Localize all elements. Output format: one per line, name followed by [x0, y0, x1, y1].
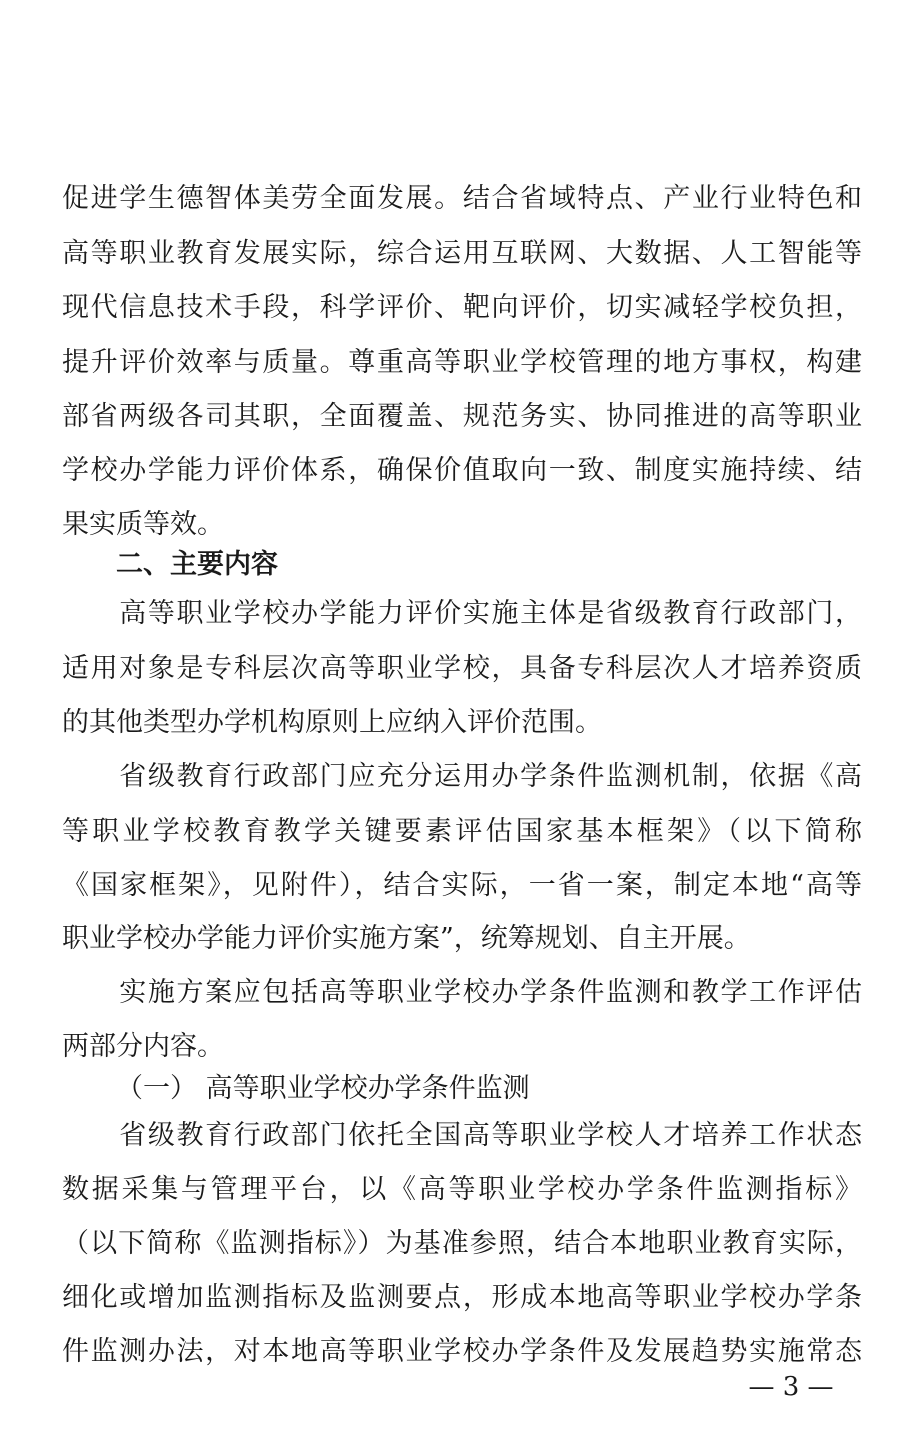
text-line: 高等职业教育发展实际，综合运用互联网、大数据、人工智能等: [62, 238, 862, 269]
text-line: 适用对象是专科层次高等职业学校，具备专科层次人才培养资质: [62, 653, 862, 684]
text-line: 细化或增加监测指标及监测要点，形成本地高等职业学校办学条: [62, 1282, 862, 1313]
text-line: 数据采集与管理平台，以《高等职业学校办学条件监测指标》: [62, 1174, 862, 1205]
text-line: 两部分内容。: [62, 1031, 224, 1062]
text-line: （以下简称《监测指标》）为基准参照，结合本地职业教育实际，: [62, 1228, 862, 1259]
text-line: 高等职业学校办学能力评价实施主体是省级教育行政部门，: [62, 598, 862, 629]
text-line: 提升评价效率与质量。尊重高等职业学校管理的地方事权，构建: [62, 347, 862, 378]
text-line: 部省两级各司其职，全面覆盖、规范务实、协同推进的高等职业: [62, 401, 862, 432]
text-line: 学校办学能力评价体系，确保价值取向一致、制度实施持续、结: [62, 455, 862, 486]
text-line: 促进学生德智体美劳全面发展。结合省域特点、产业行业特色和: [62, 183, 862, 214]
section-heading: 二、主要内容: [116, 549, 278, 580]
text-line: 省级教育行政部门依托全国高等职业学校人才培养工作状态: [62, 1120, 862, 1151]
text-line: 现代信息技术手段，科学评价、靶向评价，切实减轻学校负担，: [62, 292, 862, 323]
text-line: 等职业学校教育教学关键要素评估国家基本框架》（以下简称: [62, 816, 862, 847]
text-line: 的其他类型办学机构原则上应纳入评价范围。: [62, 707, 602, 738]
text-line: 件监测办法，对本地高等职业学校办学条件及发展趋势实施常态: [62, 1336, 862, 1367]
text-line: 省级教育行政部门应充分运用办学条件监测机制，依据《高: [62, 761, 862, 792]
text-line: 《国家框架》，见附件），结合实际，一省一案，制定本地“高等: [62, 870, 862, 901]
page-number: — 3 —: [748, 1372, 834, 1402]
subsection-heading: （一） 高等职业学校办学条件监测: [116, 1073, 530, 1104]
text-line: 实施方案应包括高等职业学校办学条件监测和教学工作评估: [62, 977, 862, 1008]
text-line: 职业学校办学能力评价实施方案”，统筹规划、自主开展。: [62, 923, 751, 954]
text-line: 果实质等效。: [62, 509, 224, 540]
